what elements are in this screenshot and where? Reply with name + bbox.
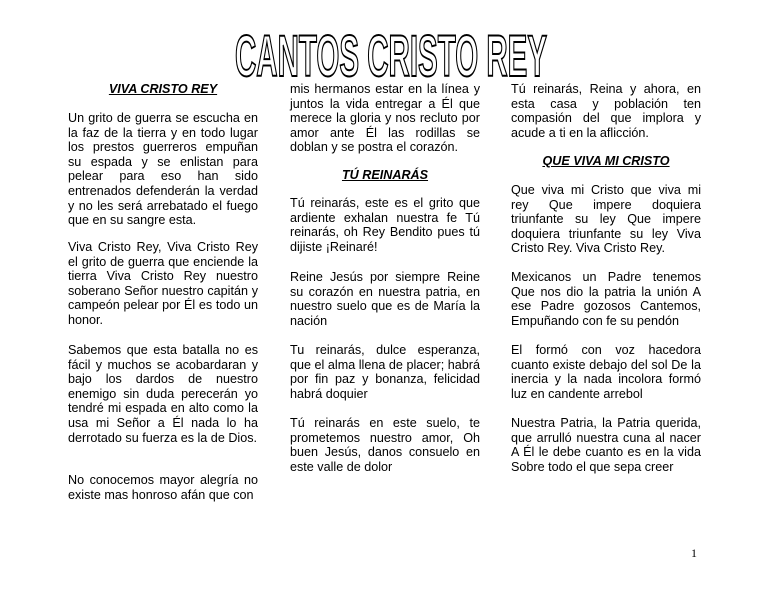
col2-paragraph-5: Tú reinarás en este suelo, te prometemos nuestro amor, Oh buen Jesús, danos consuelo en este valle de dolor	[290, 416, 480, 474]
col3-paragraph-4: El formó con voz hacedora cuanto existe debajo del sol De la inercia y la nada incolora formó luz en candente arrebol	[511, 343, 701, 401]
title-outline-lettering	[0, 22, 768, 84]
heading-tu-reinaras: TÚ REINARÁS	[341, 168, 429, 182]
col1-paragraph-2: Viva Cristo Rey, Viva Cristo Rey el grito de guerra que enciende la tierra Viva Cristo Rey nuestro soberano Señor nuestro capitán y campeón pelear por Él es todo un honor.	[68, 240, 258, 327]
heading-que-viva-mi-cristo: QUE VIVA MI CRISTO	[542, 154, 670, 168]
col3-paragraph-1: Tú reinarás, Reina y ahora, en esta casa y población ten compasión del que implora y acude a ti en la aflicción.	[511, 82, 701, 140]
heading-viva-cristo-rey: VIVA CRISTO REY	[108, 82, 218, 96]
title-text: CANTOS CRISTO REY	[235, 24, 547, 84]
col2-paragraph-2: Tú reinarás, este es el grito que ardiente exhalan nuestra fe Tú reinarás, oh Rey Bendito pues tú dijiste ¡Reinaré!	[290, 196, 480, 254]
col3-paragraph-2: Que viva mi Cristo que viva mi rey Que impere doquiera triunfante su ley Que impere doquiera triunfante su ley Viva Cristo Rey. Viva Cristo Rey.	[511, 183, 701, 256]
col2-paragraph-1: mis hermanos estar en la línea y juntos la vida entregar a Él que merece la gloria y nos recluto por amor ante Él las rodillas se doblan y se postra el corazón.	[290, 82, 480, 155]
col2-paragraph-3: Reine Jesús por siempre Reine su corazón en nuestra patria, en nuestro suelo que es de María la nación	[290, 270, 480, 328]
col3-paragraph-3: Mexicanos un Padre tenemos Que nos dio la patria la unión A ese Padre gozosos Cantemos, Empuñando con fe su pendón	[511, 270, 701, 328]
col1-paragraph-4: No conocemos mayor alegría no existe mas honroso afán que con	[68, 473, 258, 502]
col2-paragraph-4: Tu reinarás, dulce esperanza, que el alma llena de placer; habrá por fin paz y bonanza, felicidad habrá doquier	[290, 343, 480, 401]
col1-paragraph-1: Un grito de guerra se escucha en la faz de la tierra y en todo lugar los prestos guerreros empuñan su espada y se enlistan para pelear para eso han sido entrenados defenderán la verdad y no les será arrebatado el fuego que en su sangre esta.	[68, 111, 258, 228]
col1-paragraph-3: Sabemos que esta batalla no es fácil y muchos se acobardaran y bajo los dardos de nuestro enemigo sin duda perecerán yo tendré mi espada en alto como la usa mi Señor a Él nada lo ha derrotado su fuerza es la de Dios.	[68, 343, 258, 445]
page-title	[0, 22, 768, 84]
col3-paragraph-5: Nuestra Patria, la Patria querida, que arrulló nuestra cuna al nacer A Él le debe cuanto es en la vida Sobre todo el que sepa creer	[511, 416, 701, 474]
page-number: 1	[691, 546, 697, 560]
